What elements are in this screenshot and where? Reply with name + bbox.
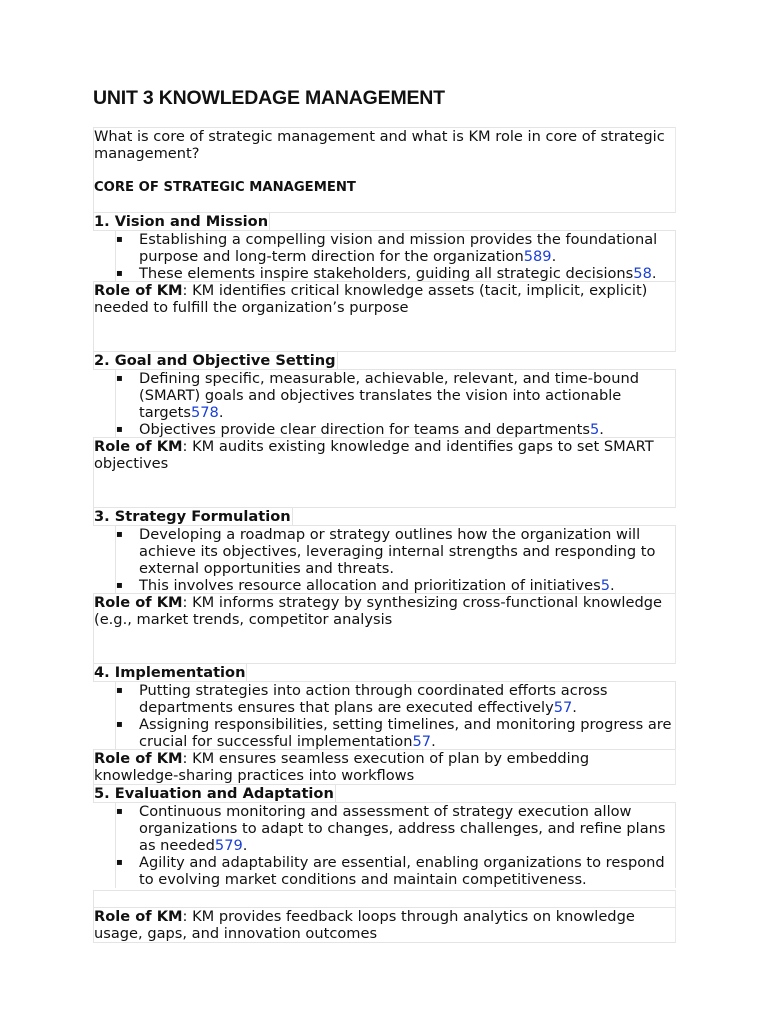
intro-block (93, 127, 676, 213)
role-label: Role of KM (94, 438, 183, 455)
section-2 (93, 352, 676, 508)
role-label: Role of KM (94, 750, 183, 767)
role-block (93, 593, 676, 664)
citation[interactable]: 57 (553, 699, 573, 716)
citation[interactable]: 578 (190, 404, 219, 421)
section-heading: 3. Strategy Formulation (94, 508, 291, 525)
citation[interactable]: 57 (412, 733, 432, 750)
role-block (93, 437, 676, 508)
list-item: ▪ This involves resource allocation and prioritization of initiatives5. (116, 577, 615, 594)
section-5 (93, 785, 676, 943)
core-heading: CORE OF STRATEGIC MANAGEMENT (94, 180, 356, 195)
bullet-icon: ▪ (116, 268, 123, 279)
bullet-icon: ▪ (116, 857, 123, 868)
list-item: ▪ Assigning responsibilities, setting timelines, and monitoring progress are crucial for successful implementation57. (116, 716, 672, 750)
section-heading: 2. Goal and Objective Setting (94, 352, 336, 369)
list-item: ▪ Continuous monitoring and assessment of strategy execution allow organizations to adapt to changes, address challenges, and refine plans as needed579. (116, 803, 666, 854)
role-text: : KM audits existing knowledge and identifies gaps to set SMART objectives (94, 438, 654, 472)
section-3 (93, 508, 676, 664)
bullet-icon: ▪ (116, 424, 123, 435)
citation[interactable]: 579 (214, 837, 243, 854)
bullet-icon: ▪ (116, 719, 123, 730)
list-item: ▪ These elements inspire stakeholders, guiding all strategic decisions58. (116, 265, 657, 282)
list-item: ▪ Objectives provide clear direction for teams and departments5. (116, 421, 604, 438)
role-label: Role of KM (94, 908, 183, 925)
role-label: Role of KM (94, 282, 183, 299)
bullet-icon: ▪ (116, 685, 123, 696)
document-body (93, 128, 676, 943)
section-1 (93, 213, 676, 352)
section-4 (93, 664, 676, 785)
document-title: UNIT 3 KNOWLEDAGE MANAGEMENT (93, 87, 445, 109)
list-item: ▪ Developing a roadmap or strategy outlines how the organization will achieve its objectives, leveraging internal strengths and responding to external opportunities and threats. (116, 526, 656, 577)
list-item: ▪ Establishing a compelling vision and mission provides the foundational purpose and long-term direction for the organization589. (116, 231, 658, 265)
role-text: : KM informs strategy by synthesizing cross-functional knowledge (e.g., market trends, competitor analysis (94, 594, 662, 628)
citation[interactable]: 58 (633, 265, 652, 282)
role-block (93, 749, 676, 785)
list-item: ▪ Agility and adaptability are essential, enabling organizations to respond to evolving market conditions and maintain competitiveness. (116, 854, 665, 888)
role-text: : KM ensures seamless execution of plan by embedding knowledge-sharing practices into workflows (94, 750, 590, 784)
role-text: : KM provides feedback loops through analytics on knowledge usage, gaps, and innovation outcomes (94, 908, 635, 942)
role-label: Role of KM (94, 594, 183, 611)
bullet-icon: ▪ (116, 580, 123, 591)
role-text: : KM identifies critical knowledge assets (tacit, implicit, explicit) needed to fulfill the organization’s purpose (94, 282, 648, 316)
section-heading: 1. Vision and Mission (94, 213, 269, 230)
section-heading: 5. Evaluation and Adaptation (94, 785, 334, 802)
bullet-list (115, 681, 676, 750)
citation[interactable]: 5 (600, 577, 610, 594)
role-block (93, 281, 676, 352)
bullet-list (115, 802, 676, 888)
citation[interactable]: 589 (523, 248, 552, 265)
bullet-list (115, 230, 676, 282)
list-item: ▪ Defining specific, measurable, achievable, relevant, and time-bound (SMART) goals and objectives translates the vision into actionable targets578. (116, 370, 639, 421)
bullet-icon: ▪ (116, 234, 123, 245)
citation[interactable]: 5 (589, 421, 600, 438)
bullet-icon: ▪ (116, 806, 123, 817)
bullet-icon: ▪ (116, 373, 123, 384)
list-item: ▪ Putting strategies into action through coordinated efforts across departments ensures that plans are executed effectively57. (116, 682, 608, 716)
bullet-list (115, 369, 676, 438)
spacer-block (93, 890, 676, 908)
bullet-icon: ▪ (116, 529, 123, 540)
role-block (93, 907, 676, 943)
question-text: What is core of strategic management and what is KM role in core of strategic management? (94, 128, 665, 162)
bullet-list (115, 525, 676, 594)
section-heading: 4. Implementation (94, 664, 246, 681)
